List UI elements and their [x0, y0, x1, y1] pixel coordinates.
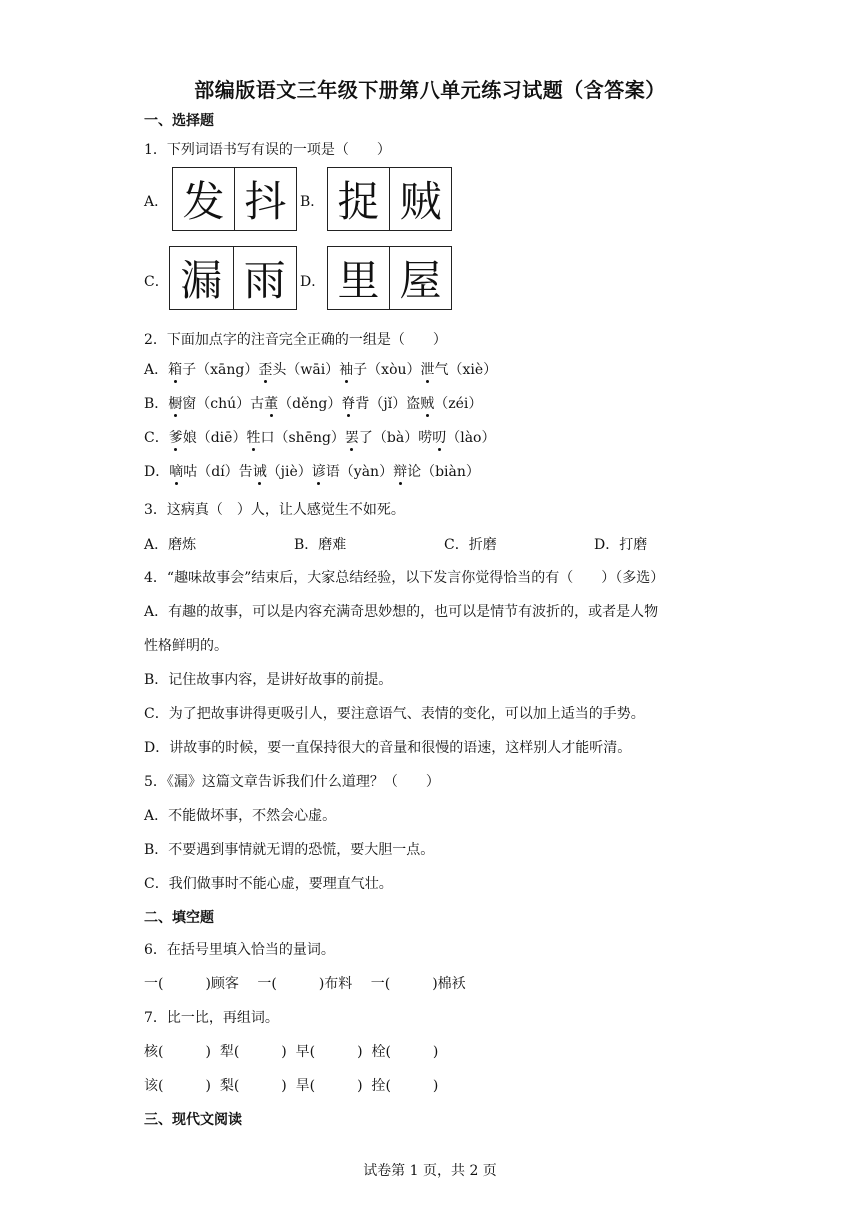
section-heading-reading: 三、现代文阅读: [144, 1112, 242, 1128]
option-text: 背（jǐ）盗: [355, 396, 421, 412]
q1-option-b-label: B．: [300, 194, 325, 210]
option-text: 语（yàn）: [325, 464, 394, 480]
q1-option-b-image[interactable]: [327, 167, 452, 231]
q1-option-d-char-2: 屋: [389, 247, 451, 309]
q1-option-c-image[interactable]: [169, 246, 297, 310]
option-text: 娘（diē）: [182, 430, 247, 446]
section-heading-fill: 二、填空题: [144, 910, 214, 926]
question-7-stem: 7．比一比，再组词。: [144, 1010, 279, 1026]
q2-option-d[interactable]: [144, 462, 480, 482]
dotted-char: 箱: [168, 362, 183, 378]
dotted-char: 歪: [258, 362, 273, 378]
q1-option-b-char-2: 贼: [389, 168, 451, 230]
section-heading-choice: 一、选择题: [144, 113, 214, 129]
q4-option-b[interactable]: B．记住故事内容，是讲好故事的前提。: [144, 672, 393, 688]
q3-option-c[interactable]: C．折磨: [444, 537, 497, 553]
q1-option-c-char-2: 雨: [233, 247, 297, 309]
dotted-char: 牲: [246, 430, 261, 446]
q6-blanks[interactable]: 一( )顾客 一( )布料 一( )棉袄: [144, 976, 466, 992]
dotted-char: 诫: [252, 464, 267, 480]
dotted-char: 叨: [432, 430, 447, 446]
option-text: （zéi）: [434, 396, 483, 412]
q7-row-1[interactable]: 核( ) 犁( ) 早( ) 栓( ): [144, 1044, 439, 1060]
q5-option-a[interactable]: A．不能做坏事，不然会心虚。: [144, 808, 337, 824]
q7-row-2[interactable]: 该( ) 梨( ) 旱( ) 拴( ): [144, 1078, 439, 1094]
question-2-stem: 2．下面加点字的注音完全正确的一组是（ ）: [144, 332, 447, 348]
q3-option-b[interactable]: B．磨难: [294, 537, 347, 553]
option-text: （lào）: [446, 430, 496, 446]
q3-option-d[interactable]: D．打磨: [594, 537, 648, 553]
q1-option-b-char-1: 捉: [337, 177, 380, 226]
q4-option-a[interactable]: A．有趣的故事，可以是内容充满奇思妙想的，也可以是情节有波折的，或者是人物: [144, 604, 659, 620]
q1-option-c-char-1: 漏: [180, 256, 223, 305]
q3-option-a[interactable]: A．磨炼: [144, 537, 197, 553]
dotted-char: 爹: [168, 430, 183, 446]
q2-option-c[interactable]: [144, 428, 496, 448]
option-text: B．: [144, 396, 169, 412]
option-text: 头（wāi）: [272, 362, 340, 378]
option-text: （děng）: [278, 396, 342, 412]
dotted-char: 泄: [420, 362, 435, 378]
dotted-char: 罢: [344, 430, 359, 446]
page-title: 部编版语文三年级下册第八单元练习试题（含答案）: [194, 78, 666, 102]
q5-option-b[interactable]: B．不要遇到事情就无谓的恐慌，要大胆一点。: [144, 842, 435, 858]
question-3-stem: 3．这病真（ ）人，让人感觉生不如死。: [144, 502, 405, 518]
question-4-stem: 4．“趣味故事会”结束后，大家总结经验，以下发言你觉得恰当的有（ ）（多选）: [144, 570, 665, 586]
q4-option-d[interactable]: D．讲故事的时候，要一直保持很大的音量和很慢的语速，这样别人才能听清。: [144, 740, 632, 756]
dotted-char: 橱: [168, 396, 183, 412]
dotted-char: 脊: [341, 396, 356, 412]
q1-option-a-char-1: 发: [182, 177, 225, 226]
q1-option-d-image[interactable]: [327, 246, 452, 310]
q1-option-a-image[interactable]: [172, 167, 297, 231]
dotted-char: 谚: [311, 464, 326, 480]
dotted-char: 袖: [339, 362, 354, 378]
q4-option-a-continued: 性格鲜明的。: [144, 638, 228, 654]
dotted-char: 嘀: [169, 464, 184, 480]
dotted-char: 董: [264, 396, 279, 412]
q4-option-c[interactable]: C．为了把故事讲得更吸引人，要注意语气、表情的变化，可以加上适当的手势。: [144, 706, 645, 722]
option-text: 子（xòu）: [353, 362, 421, 378]
option-text: 气（xiè）: [434, 362, 498, 378]
dotted-char: 辩: [393, 464, 408, 480]
page-footer: 试卷第 1 页，共 2 页: [363, 1163, 497, 1179]
question-6-stem: 6．在括号里填入恰当的量词。: [144, 942, 335, 958]
question-5-stem: 5．《漏》这篇文章告诉我们什么道理？（ ）: [144, 774, 440, 790]
q1-option-d-char-1: 里: [337, 256, 380, 305]
q1-option-d-label: D．: [300, 274, 326, 290]
q5-option-c[interactable]: C．我们做事时不能心虚，要理直气壮。: [144, 876, 393, 892]
q1-option-c-label: C．: [144, 274, 169, 290]
q1-option-a-char-2: 抖: [234, 168, 296, 230]
option-text: D．: [144, 464, 170, 480]
option-text: 窗（chú）古: [182, 396, 265, 412]
option-text: 咕（dí）告: [183, 464, 253, 480]
option-text: 了（bà）唠: [358, 430, 433, 446]
q1-option-a-label: A．: [144, 194, 169, 210]
option-text: 口（shēng）: [260, 430, 345, 446]
q2-option-b[interactable]: [144, 394, 482, 414]
option-text: 论（biàn）: [407, 464, 480, 480]
option-text: （jiè）: [266, 464, 312, 480]
q2-option-a[interactable]: [144, 360, 497, 380]
option-text: C．: [144, 430, 169, 446]
dotted-char: 贼: [420, 396, 435, 412]
option-text: 子（xāng）: [182, 362, 259, 378]
question-1-stem: 1．下列词语书写有误的一项是（ ）: [144, 142, 391, 158]
option-text: A．: [144, 362, 169, 378]
